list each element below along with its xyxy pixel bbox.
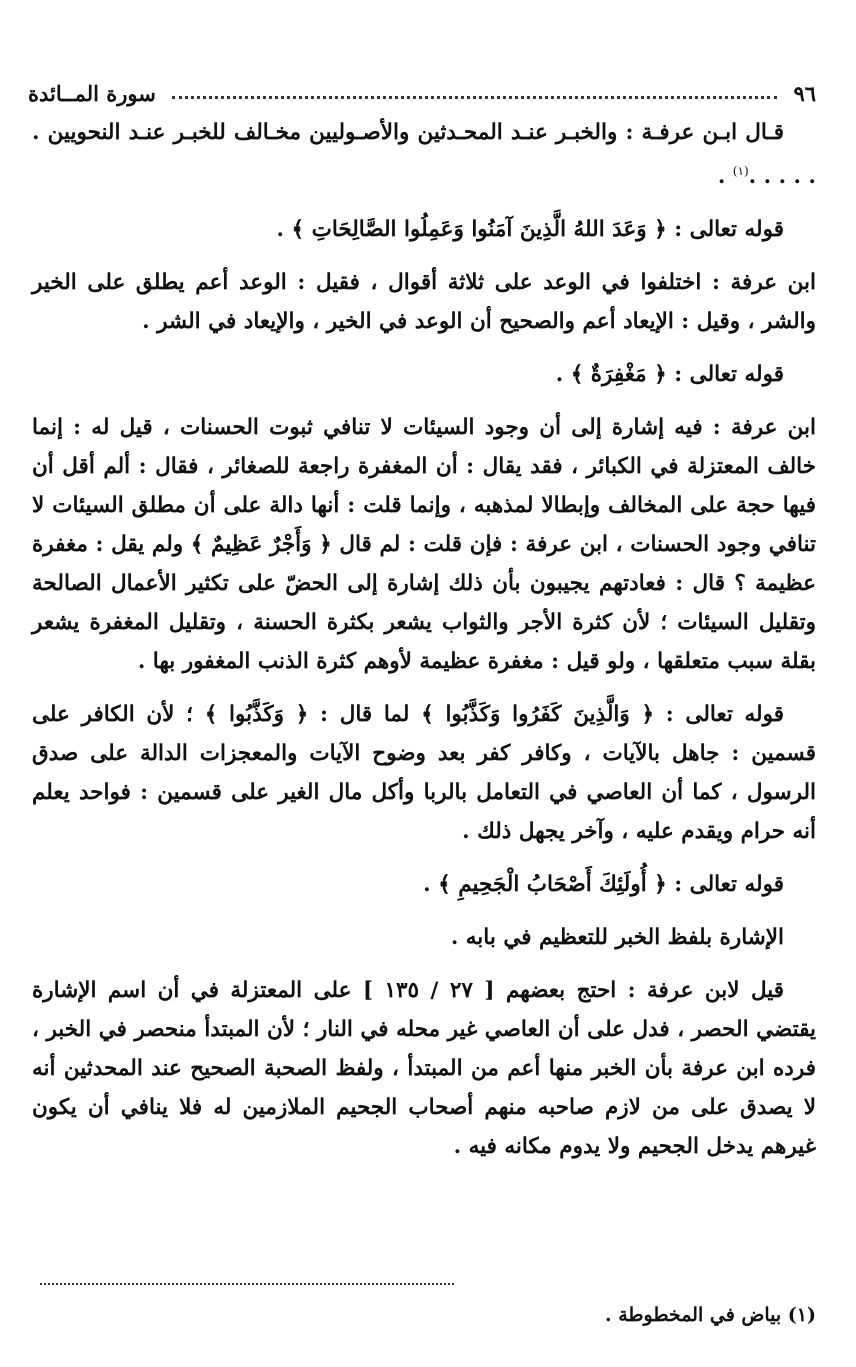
- surah-title: سورة المــائدة: [28, 81, 156, 106]
- paragraph-3: ابن عرفة : اختلفوا في الوعد على ثلاثة أقوال ، فقيل : الوعد أعم يطلق على الخير والشر ، وقيل : الإيعاد أعم والصحيح أن الوعد في الخير ، والإيعاد في الشر .: [32, 270, 816, 335]
- paragraph-4: قوله تعالى : ﴿ مَغْفِرَةٌ ﴾ .: [555, 362, 784, 388]
- paragraph-1-text: قـال ابـن عرفـة : والخبـر عنـد المحـدثين والأصـوليين مخـالف للخبـر عنـد النحويين . . . . . .: [32, 120, 816, 190]
- footnote-separator: [40, 1283, 454, 1285]
- paragraph-8: الإشارة بلفظ الخبر للتعظيم في بابه .: [450, 925, 784, 951]
- paragraph-2: قوله تعالى : ﴿ وَعَدَ اللهُ الَّذِينَ آمَنُوا وَعَمِلُوا الصَّالِحَاتِ ﴾ .: [276, 217, 784, 243]
- paragraph-7: قوله تعالى : ﴿ أُولَئِكَ أَصْحَابُ الْجَحِيمِ ﴾ .: [423, 872, 784, 898]
- footnote-reference: (١): [732, 164, 749, 178]
- page-number: ٩٦: [793, 81, 816, 106]
- header-dotted-rule: [172, 96, 778, 99]
- paragraph-1: [32, 113, 816, 196]
- paragraph-9: قيل لابن عرفة : احتج بعضهم [ ٢٧ / ١٣٥ ] على المعتزلة في أن اسم الإشارة يقتضي الحصر ، فدل على أن العاصي غير محله في النار ؛ لأن المبتدأ منحصر في الخبر ، فرده ابن عرفة بأن الخبر منها أعم من المبتدأ ، ولفظ الصحبة الصحيح عند المحدثين أنه لا يصدق على من لازم صاحبه منهم أصحاب الجحيم الملازمين له فلا ينافي أن يكون غيرهم يدخل الجحيم ولا يدوم مكانه فيه .: [32, 978, 816, 1160]
- paragraph-5: ابن عرفة : فيه إشارة إلى أن وجود السيئات لا تنافي ثبوت الحسنات ، قيل له : إنما خالف المعتزلة في الكبائر ، فقد يقال : أن المغفرة راجعة للصغائر ، فقال : ألم أقل أن فيها حجة على المخالف وإبطالا لمذهبه ، وإنما قلت : أنها دالة على أن مطلق السيئات لا تنافي وجود الحسنات ، ابن عرفة : فإن قلت : لم قال ﴿ وَأَجْرٌ عَظِيمٌ ﴾ ولم يقل : مغفرة عظيمة ؟ قال : فعادتهم يجيبون بأن ذلك إشارة إلى الحضّ على تكثير الأعمال الصالحة وتقليل السيئات ؛ لأن كثرة الأجر والثواب يشعر بكثرة الحسنة ، وتقليل المغفرة يشعر بقلة سبب متعلقها ، ولو قيل : مغفرة عظيمة لأوهم كثرة الذنب المغفور بها .: [32, 415, 816, 675]
- paragraph-1-end: .: [717, 164, 733, 190]
- page-header: [28, 66, 816, 106]
- paragraph-6: قوله تعالى : ﴿ وَالَّذِينَ كَفَرُوا وَكَذَّبُوا ﴾ لما قال : ﴿ وَكَذَّبُوا ﴾ ؛ لأن الكافر على قسمين : جاهل بالآيات ، وكافر كفر بعد وضوح الآيات والمعجزات الدالة على صدق الرسول ، كما أن العاصي في التعامل بالربا وأكل مال الغير على قسمين : فواحد يعلم أنه حرام ويقدم عليه ، وآخر يجهل ذلك .: [32, 702, 816, 845]
- footnote: (١) بياض في المخطوطة .: [604, 1304, 816, 1326]
- main-text: [32, 113, 816, 1166]
